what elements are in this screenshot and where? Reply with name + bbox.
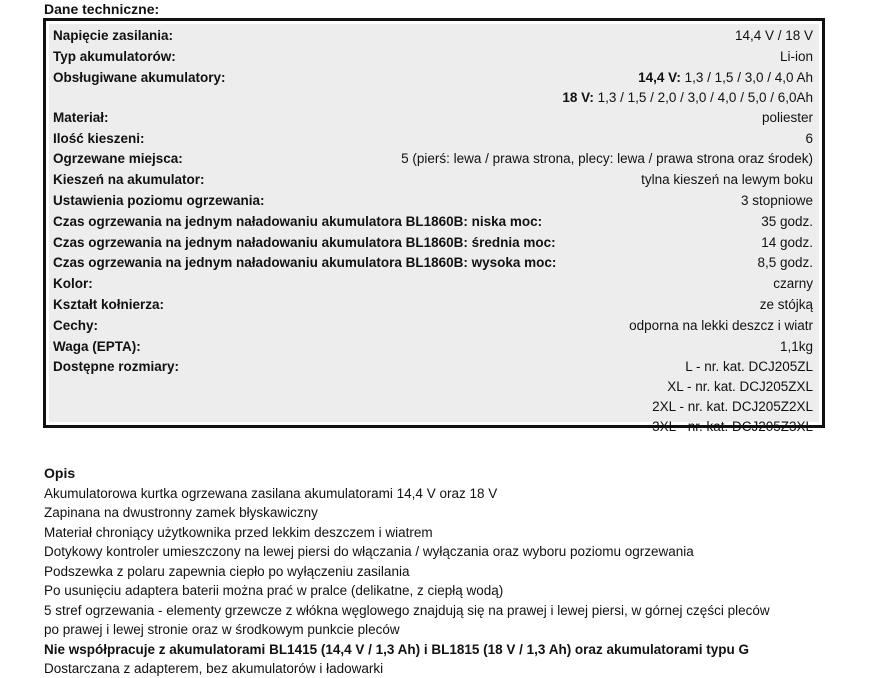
description-line: 5 stref ogrzewania - elementy grzewcze z włókna węglowego znajdują się na prawej i lewej piersi, w górnej części pleców [44,603,770,618]
description-line: po prawej i lewej stronie oraz w środkowym punkcie pleców [44,622,400,637]
spec-label: Czas ogrzewania na jednym naładowaniu akumulatora BL1860B: niska moc: [53,214,543,229]
spec-row-heat-levels [53,191,813,211]
spec-row-runtime-medium [53,233,813,253]
spec-row-battery-type [53,47,813,67]
spec-value: 8,5 godz. [757,255,813,270]
spec-label: Kształt kołnierza: [53,297,165,312]
spec-value: czarny [773,276,813,291]
spec-value: Li-ion [779,49,813,64]
spec-label: Ogrzewane miejsca: [53,151,183,166]
size-item: 2XL - nr. kat. DCJ205Z2XL [652,399,813,414]
spec-value: 1,1kg [779,339,813,354]
spec-row-voltage [53,26,813,46]
spec-row-sizes [53,357,813,437]
description-line-warning: Nie współpracuje z akumulatorami BL1415 (14,4 V / 1,3 Ah) i BL1815 (18 V / 1,3 Ah) oraz akumulatorami typu G [44,642,749,657]
spec-label: Dostępne rozmiary: [53,359,180,374]
spec-value-lines [652,357,813,437]
description-line: Materiał chroniący użytkownika przed lekkim deszczem i wiatrem [44,525,433,540]
voltage-prefix: 18 V: [562,90,594,105]
size-item: 3XL - nr. kat. DCJ205Z3XL [652,419,813,434]
spec-row-collar [53,295,813,315]
spec-value: 6 [805,131,813,146]
spec-label: Ilość kieszeni: [53,131,145,146]
tech-section-title: Dane techniczne: [44,1,160,17]
spec-value: 14,4 V / 18 V [734,28,813,43]
spec-value: tylna kieszeń na lewym boku [641,172,813,187]
spec-row-battery-pocket [53,170,813,190]
spec-row-features [53,316,813,336]
size-item: L - nr. kat. DCJ205ZL [685,359,813,374]
size-item: XL - nr. kat. DCJ205ZXL [667,379,813,394]
spec-label: Obsługiwane akumulatory: [53,70,226,85]
description-title: Opis [44,465,76,481]
spec-label: Cechy: [53,318,99,333]
spec-value-line [562,68,813,88]
spec-row-material [53,108,813,128]
spec-row-color [53,274,813,294]
spec-label: Napięcie zasilania: [53,28,174,43]
spec-label: Typ akumulatorów: [53,49,176,64]
description-line: Podszewka z polaru zapewnia ciepło po wyłączeniu zasilania [44,564,410,579]
description-line: Dotykowy kontroler umieszczony na lewej piersi do włączania / wyłączania oraz wyboru poziomu ogrzewania [44,544,694,559]
spec-row-heated-zones [53,149,813,169]
spec-table [43,18,825,434]
spec-table-body [49,24,819,434]
spec-value: poliester [761,110,813,125]
spec-row-runtime-high [53,253,813,273]
description-line: Po usunięciu adaptera baterii można prać w pralce (delikatne, z ciepłą wodą) [44,583,504,598]
spec-value: ze stójką [759,297,813,312]
spec-row-supported-batteries [53,68,813,108]
spec-value-line [562,88,813,108]
spec-row-runtime-low [53,212,813,232]
spec-value: 35 godz. [761,214,813,229]
spec-value: 14 godz. [761,235,813,250]
description-line: Zapinana na dwustronny zamek błyskawiczny [44,505,318,520]
spec-label: Kolor: [53,276,93,291]
spec-label: Kieszeń na akumulator: [53,172,205,187]
spec-value: 3 stopniowe [740,193,813,208]
spec-label: Czas ogrzewania na jednym naładowaniu akumulatora BL1860B: wysoka moc: [53,255,557,270]
spec-value-lines [562,68,813,108]
spec-label: Materiał: [53,110,109,125]
description-line: Dostarczana z adapterem, bez akumulatorów i ładowarki [44,661,384,676]
capacities: 1,3 / 1,5 / 2,0 / 3,0 / 4,0 / 5,0 / 6,0Ah [593,90,813,105]
voltage-prefix: 14,4 V: [638,70,681,85]
capacities: 1,3 / 1,5 / 3,0 / 4,0 Ah [680,70,813,85]
description-line: Akumulatorowa kurtka ogrzewana zasilana akumulatorami 14,4 V oraz 18 V [44,486,498,501]
spec-label: Czas ogrzewania na jednym naładowaniu akumulatora BL1860B: średnia moc: [53,235,556,250]
spec-value: odporna na lekki deszcz i wiatr [629,318,813,333]
spec-label: Ustawienia poziomu ogrzewania: [53,193,265,208]
spec-row-weight [53,337,813,357]
spec-label: Waga (EPTA): [53,339,141,354]
spec-row-pockets [53,129,813,149]
spec-value: 5 (pierś: lewa / prawa strona, plecy: lewa / prawa strona oraz środek) [401,151,813,166]
